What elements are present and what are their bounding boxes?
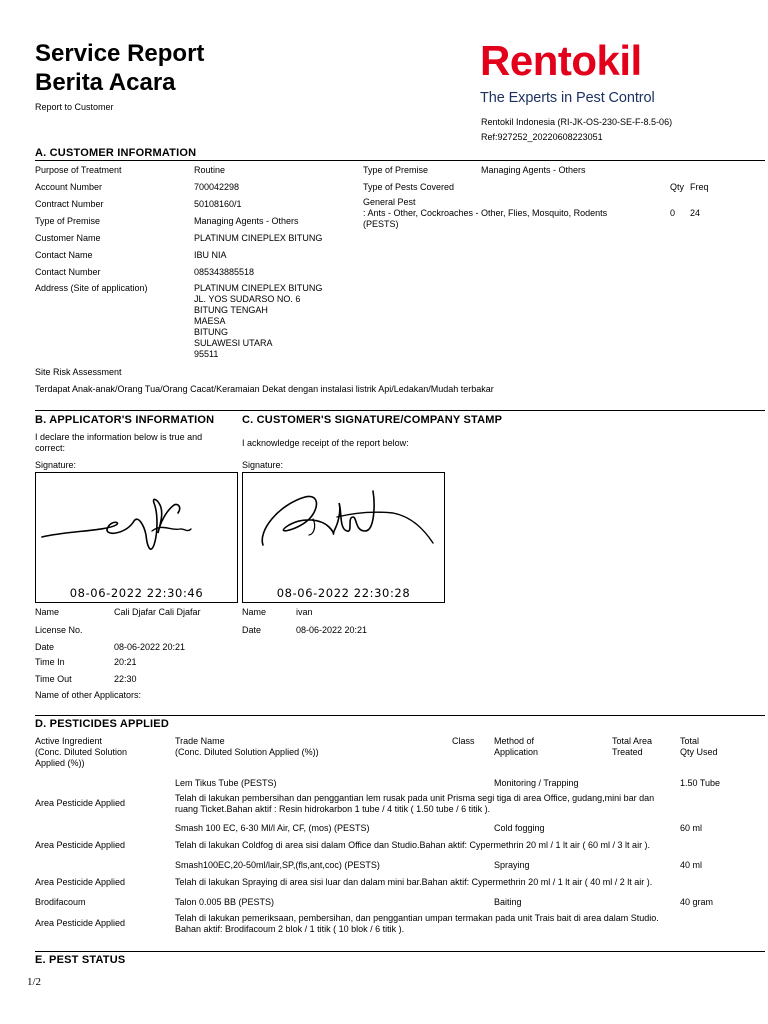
header-active-ingredient: Active Ingredient (Conc. Diluted Solution Applied (%)) bbox=[35, 736, 128, 768]
applicator-field-value: 22:30 bbox=[114, 674, 137, 684]
customer-field-value: 085343885518 bbox=[194, 267, 255, 277]
area-description: Telah di lakukan Coldfog di area sisi dalam Office dan Studio.Bahan aktif: Cypermethrin 20 ml / 1 lt air ( 60 ml / 3 lt air ). bbox=[175, 840, 651, 850]
area-description: Telah di lakukan pemeriksaan, pembersihan, dan penggantian umpan termakan pada unit Trais bait di area dalam Studio. Bahan aktif: Brodifacoum 2 blok / 1 titik ( 10 blok / 6 titik ). bbox=[175, 913, 659, 934]
customer-field-label: Type of Premise bbox=[35, 216, 101, 226]
customer-field-label: Customer Name bbox=[35, 233, 101, 243]
report-reference: Ref:927252_20220608223051 bbox=[481, 132, 603, 142]
premise-value: Managing Agents - Others bbox=[481, 165, 586, 175]
pesticide-method: Cold fogging bbox=[494, 823, 545, 833]
applicator-field-value: 08-06-2022 20:21 bbox=[114, 642, 186, 652]
customer-signature-box bbox=[242, 472, 445, 603]
applicator-signature-timestamp: 08-06-2022 22:30:46 bbox=[69, 586, 204, 600]
company-reference: Rentokil Indonesia (RI-JK-OS-230-SE-F-8.5-06) bbox=[481, 117, 673, 127]
area-label: Area Pesticide Applied bbox=[35, 918, 126, 928]
report-subtitle: Report to Customer bbox=[35, 102, 114, 112]
applicator-field-label: Name of other Applicators: bbox=[35, 690, 142, 700]
address-label: Address (Site of application) bbox=[35, 283, 148, 293]
pesticide-trade-name: Smash 100 EC, 6-30 Ml/l Air, CF, (mos) (PESTS) bbox=[175, 823, 370, 833]
address-line: JL. YOS SUDARSO NO. 6 bbox=[194, 294, 301, 304]
customer-field-value: 50108160/1 bbox=[194, 199, 242, 209]
section-pesticides-applied: D. PESTICIDES APPLIED bbox=[35, 718, 169, 730]
applicator-field-value: 20:21 bbox=[114, 657, 137, 667]
customer-sig-field-label: Date bbox=[242, 625, 262, 635]
area-description: Telah di lakukan pembersihan dan penggantian lem rusak pada unit Prisma segi tiga di area Office, gudang,mini bar dan ruang Ticket.Bahan aktif : Resin hidrokarbon 1 tube / 4 titik ( 1.50 tube / 6 titik ). bbox=[175, 793, 655, 814]
applicator-field-label: License No. bbox=[35, 625, 83, 635]
divider bbox=[35, 715, 765, 716]
pesticide-qty: 60 ml bbox=[680, 823, 703, 833]
pesticide-method: Monitoring / Trapping bbox=[494, 778, 579, 788]
pest-list: : Ants - Other, Cockroaches - Other, Flies, Mosquito, Rodents bbox=[363, 208, 608, 218]
applicator-signature-label: Signature: bbox=[35, 460, 77, 470]
pest-group: General Pest bbox=[363, 197, 416, 207]
divider bbox=[35, 951, 765, 952]
pesticide-trade-name: Lem Tikus Tube (PESTS) bbox=[175, 778, 277, 788]
section-customer-information: A. CUSTOMER INFORMATION bbox=[35, 147, 197, 159]
pesticide-trade-name: Talon 0.005 BB (PESTS) bbox=[175, 897, 275, 907]
header-class: Class bbox=[452, 736, 475, 746]
area-label: Area Pesticide Applied bbox=[35, 798, 126, 808]
report-title: Service Report bbox=[35, 40, 205, 67]
pest-list-suffix: (PESTS) bbox=[363, 219, 399, 229]
pesticide-active-ingredient: Brodifacoum bbox=[35, 897, 86, 907]
address-line: 95511 bbox=[194, 349, 219, 359]
section-customer-signature: C. CUSTOMER'S SIGNATURE/COMPANY STAMP bbox=[242, 414, 503, 426]
section-applicator-information: B. APPLICATOR'S INFORMATION bbox=[35, 414, 215, 426]
rentokil-logo bbox=[480, 37, 710, 106]
header-total-qty: Total Qty Used bbox=[680, 736, 718, 757]
address-line: BITUNG TENGAH bbox=[194, 305, 268, 315]
customer-field-value: Routine bbox=[194, 165, 226, 175]
pests-covered-label: Type of Pests Covered bbox=[363, 182, 455, 192]
address-line: MAESA bbox=[194, 316, 226, 326]
header-trade-name: Trade Name (Conc. Diluted Solution Applied (%)) bbox=[175, 736, 319, 757]
customer-field-label: Account Number bbox=[35, 182, 103, 192]
customer-field-label: Contact Number bbox=[35, 267, 101, 277]
customer-sig-field-value: 08-06-2022 20:21 bbox=[296, 625, 368, 635]
applicator-field-label: Name bbox=[35, 607, 60, 617]
pest-freq: 24 bbox=[690, 208, 701, 218]
pesticide-method: Baiting bbox=[494, 897, 522, 907]
customer-signature-label: Signature: bbox=[242, 460, 284, 470]
page-number: 1/2 bbox=[27, 976, 42, 988]
divider bbox=[35, 410, 765, 411]
logo-word: Rentokil bbox=[480, 37, 642, 84]
address-line: SULAWESI UTARA bbox=[194, 338, 273, 348]
customer-acknowledgement: I acknowledge receipt of the report below: bbox=[242, 438, 409, 448]
pesticide-method: Spraying bbox=[494, 860, 530, 870]
customer-signature-timestamp: 08-06-2022 22:30:28 bbox=[276, 586, 411, 600]
pesticide-trade-name: Smash100EC,20-50ml/lair,SP,(fls,ant,coc) (PESTS) bbox=[175, 860, 380, 870]
logo-tagline: The Experts in Pest Control bbox=[480, 90, 655, 106]
divider bbox=[35, 160, 765, 161]
customer-field-label: Contact Name bbox=[35, 250, 93, 260]
pesticide-qty: 1.50 Tube bbox=[680, 778, 721, 788]
applicator-field-label: Time Out bbox=[35, 674, 72, 684]
header-total-area: Total Area Treated bbox=[612, 736, 653, 757]
premise-label: Type of Premise bbox=[363, 165, 429, 175]
customer-field-label: Purpose of Treatment bbox=[35, 165, 122, 175]
customer-sig-field-value: ivan bbox=[296, 607, 313, 617]
area-label: Area Pesticide Applied bbox=[35, 840, 126, 850]
area-description: Telah di lakukan Spraying di area sisi luar dan dalam mini bar.Bahan aktif: Cypermethrin 20 ml / 1 lt air ( 40 ml / 2 lt air ). bbox=[175, 877, 653, 887]
applicator-signature-image bbox=[36, 473, 239, 583]
report-title-id: Berita Acara bbox=[35, 69, 176, 96]
pesticide-qty: 40 gram bbox=[680, 897, 714, 907]
site-risk-label: Site Risk Assessment bbox=[35, 367, 122, 377]
section-pest-status: E. PEST STATUS bbox=[35, 954, 126, 966]
applicator-field-label: Date bbox=[35, 642, 55, 652]
address-line: BITUNG bbox=[194, 327, 229, 337]
customer-field-value: PLATINUM CINEPLEX BITUNG bbox=[194, 233, 323, 243]
customer-field-value: IBU NIA bbox=[194, 250, 227, 260]
address-line: PLATINUM CINEPLEX BITUNG bbox=[194, 283, 323, 293]
applicator-field-value: Cali Djafar Cali Djafar bbox=[114, 607, 201, 617]
pest-qty: 0 bbox=[670, 208, 676, 218]
area-label: Area Pesticide Applied bbox=[35, 877, 126, 887]
header-method: Method of Application bbox=[494, 736, 539, 757]
customer-field-value: Managing Agents - Others bbox=[194, 216, 299, 226]
customer-field-value: 700042298 bbox=[194, 182, 240, 192]
pesticide-qty: 40 ml bbox=[680, 860, 703, 870]
applicator-field-label: Time In bbox=[35, 657, 65, 667]
customer-field-label: Contract Number bbox=[35, 199, 104, 209]
address-block bbox=[194, 283, 322, 360]
freq-label: Freq bbox=[690, 182, 709, 192]
customer-signature-image bbox=[243, 473, 446, 583]
qty-label: Qty bbox=[670, 182, 685, 192]
site-risk-text: Terdapat Anak-anak/Orang Tua/Orang Cacat/Keramaian Dekat dengan instalasi listrik Api/Ledakan/Mudah terbakar bbox=[35, 384, 494, 394]
applicator-signature-box bbox=[35, 472, 238, 603]
applicator-declaration: I declare the information below is true and correct: bbox=[35, 432, 203, 453]
customer-sig-field-label: Name bbox=[242, 607, 267, 617]
